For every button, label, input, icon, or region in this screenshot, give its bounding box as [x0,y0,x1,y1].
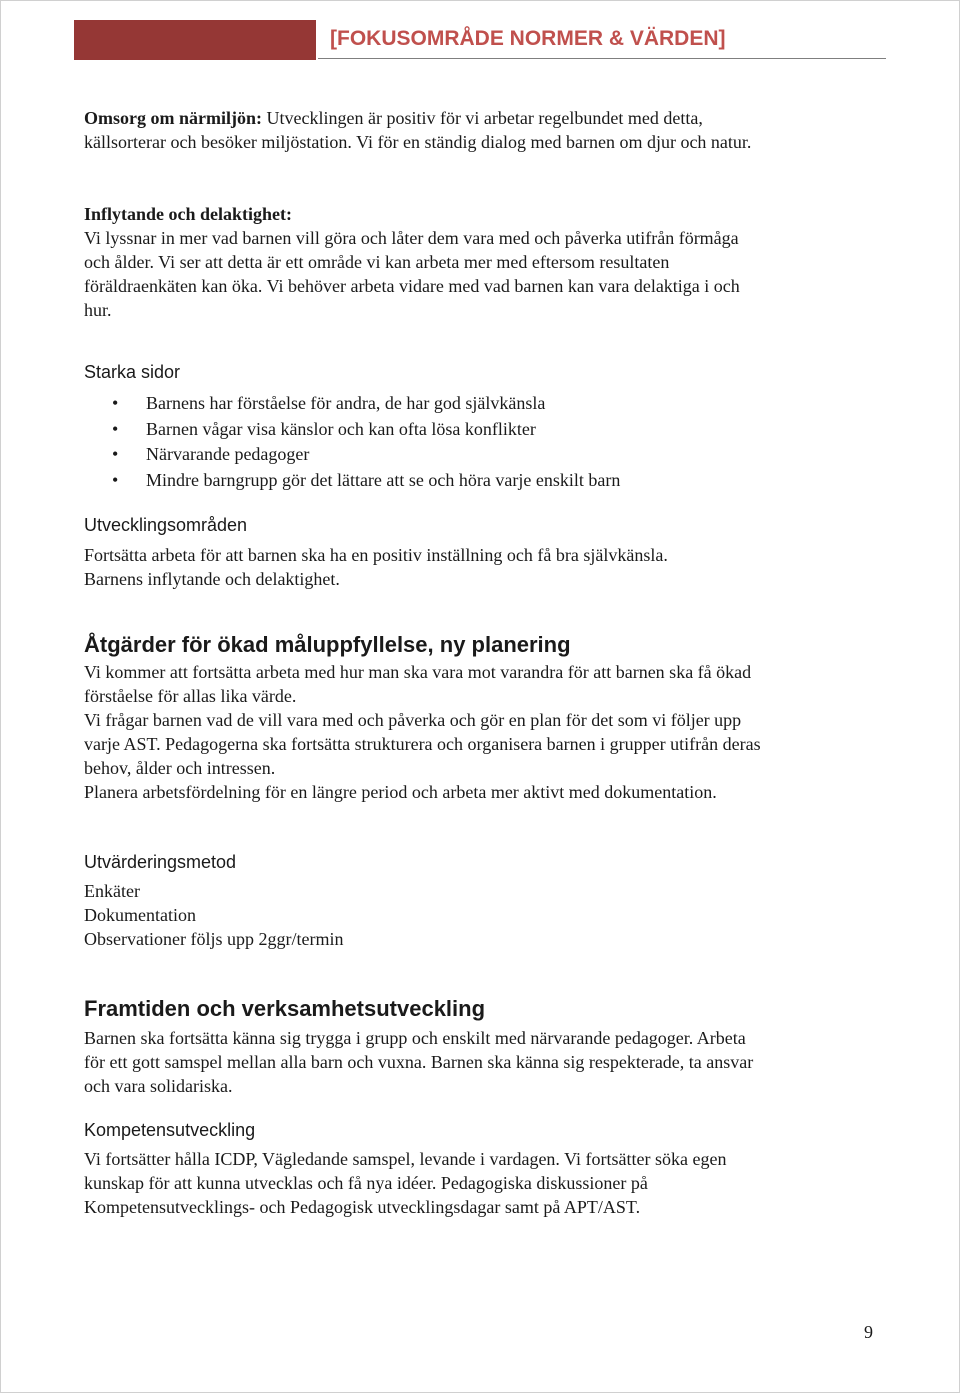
inflytande-line: hur. [84,300,112,320]
atgarder-line: varje AST. Pedagogerna ska fortsätta strukturera och organisera barnen i grupper utifrån deras [84,734,761,754]
utvarderingsmetod-line: Dokumentation [84,905,196,925]
utvarderingsmetod-heading: Utvärderingsmetod [84,852,237,872]
list-item-text: Närvarande pedagoger [146,444,310,464]
inflytande-line: föräldraenkäten kan öka. Vi behöver arbeta vidare med vad barnen kan vara delaktiga i och [84,276,740,296]
inflytande-heading: Inflytande och delaktighet: [84,204,293,224]
header-rule [318,58,886,59]
framtiden-line: och vara solidariska. [84,1076,233,1096]
kompetens-line: Vi fortsätter hålla ICDP, Vägledande samspel, levande i vardagen. Vi fortsätter söka egen [84,1149,727,1169]
list-item [84,442,874,468]
bullet-icon: • [112,444,119,464]
omsorg-text: Utvecklingen är positiv för vi arbetar regelbundet med detta, [261,108,703,128]
list-item [84,391,874,417]
utvecklingsomraden-line: Fortsätta arbeta för att barnen ska ha en positiv inställning och få bra självkänsla. [84,545,668,565]
omsorg-line-2: källsorterar och besöker miljöstation. Vi för en ständig dialog med barnen om djur och natur. [84,132,752,152]
document-body [84,106,874,1219]
inflytande-line: och ålder. Vi ser att detta är ett område vi kan arbeta mer med eftersom resultaten [84,252,670,272]
framtiden-line: för ett gott samspel mellan alla barn och vuxna. Barnen ska känna sig respekterade, ta ansvar [84,1052,754,1072]
utvecklingsomraden-line: Barnens inflytande och delaktighet. [84,569,340,589]
atgarder-line: Vi frågar barnen vad de vill vara med och påverka och gör en plan för det som vi följer upp [84,710,742,730]
omsorg-label: Omsorg om närmiljön: [84,108,262,128]
list-item [84,417,874,443]
omsorg-line-1 [84,106,874,130]
atgarder-line: Planera arbetsfördelning för en längre period och arbeta mer aktivt med dokumentation. [84,782,717,802]
starka-sidor-list [84,391,874,493]
header-color-bar [74,20,316,60]
list-item-text: Barnen vågar visa känslor och kan ofta lösa konflikter [146,418,536,439]
utvarderingsmetod-line: Observationer följs upp 2ggr/termin [84,929,344,949]
atgarder-line: behov, ålder och intressen. [84,758,276,778]
framtiden-line: Barnen ska fortsätta känna sig trygga i grupp och enskilt med närvarande pedagoger. Arbeta [84,1028,746,1048]
utvecklingsomraden-heading: Utvecklingsområden [84,515,248,535]
framtiden-heading: Framtiden och verksamhetsutveckling [84,996,486,1021]
atgarder-line: Vi kommer att fortsätta arbeta med hur man ska vara mot varandra för att barnen ska få ökad [84,662,752,682]
kompetens-line: Kompetensutvecklings- och Pedagogisk utvecklingsdagar samt på APT/AST. [84,1197,641,1217]
bullet-icon: • [112,418,119,439]
bullet-icon: • [112,393,119,413]
atgarder-heading: Åtgärder för ökad måluppfyllelse, ny planering [84,632,571,657]
starka-sidor-heading: Starka sidor [84,362,181,382]
inflytande-line: Vi lyssnar in mer vad barnen vill göra och låter dem vara med och påverka utifrån förmåga [84,228,739,248]
list-item-text: Mindre barngrupp gör det lättare att se och höra varje enskilt barn [146,469,621,490]
utvarderingsmetod-line: Enkäter [84,881,140,901]
header-title: [FOKUSOMRÅDE NORMER & VÄRDEN] [330,27,726,50]
page-number: 9 [864,1322,873,1342]
list-item [84,468,874,494]
bullet-icon: • [112,469,119,490]
list-item-text: Barnens har förståelse för andra, de har god självkänsla [146,393,546,413]
atgarder-line: förståelse för allas lika värde. [84,686,297,706]
kompetens-line: kunskap för att kunna utvecklas och få nya idéer. Pedagogiska diskussioner på [84,1173,648,1193]
kompetens-heading: Kompetensutveckling [84,1120,256,1140]
